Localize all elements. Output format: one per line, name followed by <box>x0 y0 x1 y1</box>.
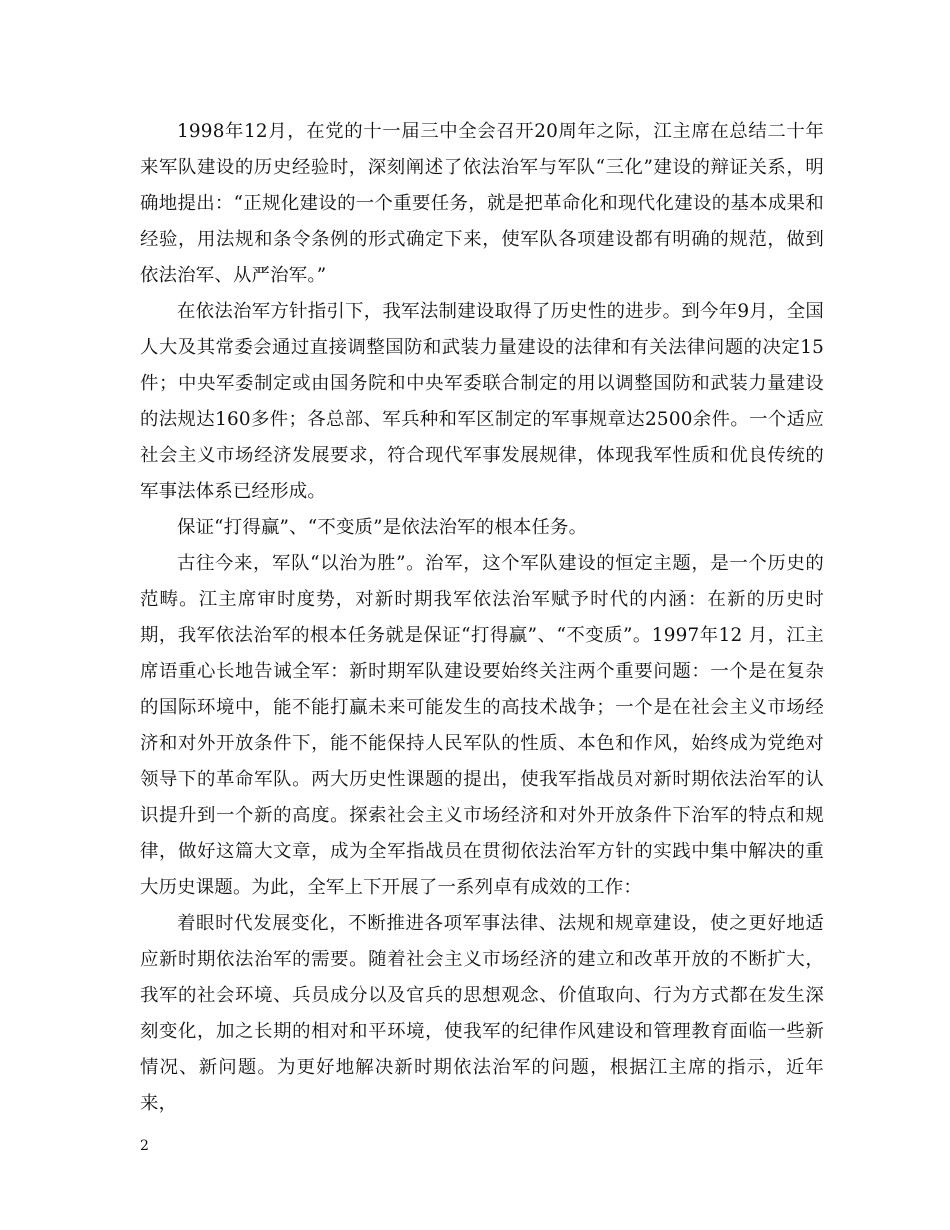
page-number: 2 <box>140 1138 149 1154</box>
paragraph-3: 保证“打得赢”、“不变质”是依法治军的根本任务。 <box>177 517 588 538</box>
paragraph-4: 古往今来，军队“以治为胜”。治军，这个军队建设的恒定主题，是一个历史的范畴。江主席审时度势，对新时期我军依法治军赋予时代的内涵：在新的历史时期，我军依法治军的根本任务就是保证“打得赢”、“不变质”。1997年12 月，江主席语重心长地告诫全军：新时期军队建设要始终关注两个重要问题：一个是在复杂的国际环境中，能不能打赢未来可能发生的高技术战争；一个是在社会主义市场经济和对外开放条件下，能不能保持人民军队的性质、本色和作风，始终成为党绝对领导下的革命军队。两大历史性课题的提出，使我军指战员对新时期依法治军的认识提升到一个新的高度。探索社会主义市场经济和对外开放条件下治军的特点和规律，做好这篇大文章，成为全军指战员在贯彻依法治军方针的实践中集中解决的重大历史课题。为此，全军上下开展了一系列卓有成效的工作： <box>140 553 824 898</box>
document-body <box>140 114 824 1122</box>
paragraph-5: 着眼时代发展变化，不断推进各项军事法律、法规和规章建设，使之更好地适应新时期依法治军的需要。随着社会主义市场经济的建立和改革开放的不断扩大，我军的社会环境、兵员成分以及官兵的思想观念、价值取向、行为方式都在发生深刻变化，加之长期的相对和平环境，使我军的纪律作风建设和管理教育面临一些新情况、新问题。为更好地解决新时期依法治军的问题，根据江主席的指示，近年来， <box>140 913 824 1114</box>
paragraph-1: 1998年12月，在党的十一届三中全会召开20周年之际，江主席在总结二十年来军队建设的历史经验时，深刻阐述了依法治军与军队“三化”建设的辩证关系，明确地提出：“正规化建设的一个重要任务，就是把革命化和现代化建设的基本成果和经验，用法规和条令条例的形式确定下来，使军队各项建设都有明确的规范，做到依法治军、从严治军。” <box>140 121 824 286</box>
paragraph-2: 在依法治军方针指引下，我军法制建设取得了历史性的进步。到今年9月，全国人大及其常委会通过直接调整国防和武装力量建设的法律和有关法律问题的决定15件；中央军委制定或由国务院和中央军委联合制定的用以调整国防和武装力量建设的法规达160多件；各总部、军兵种和军区制定的军事规章达2500余件。一个适应社会主义市场经济发展要求，符合现代军事发展规律，体现我军性质和优良传统的军事法体系已经形成。 <box>140 301 824 502</box>
